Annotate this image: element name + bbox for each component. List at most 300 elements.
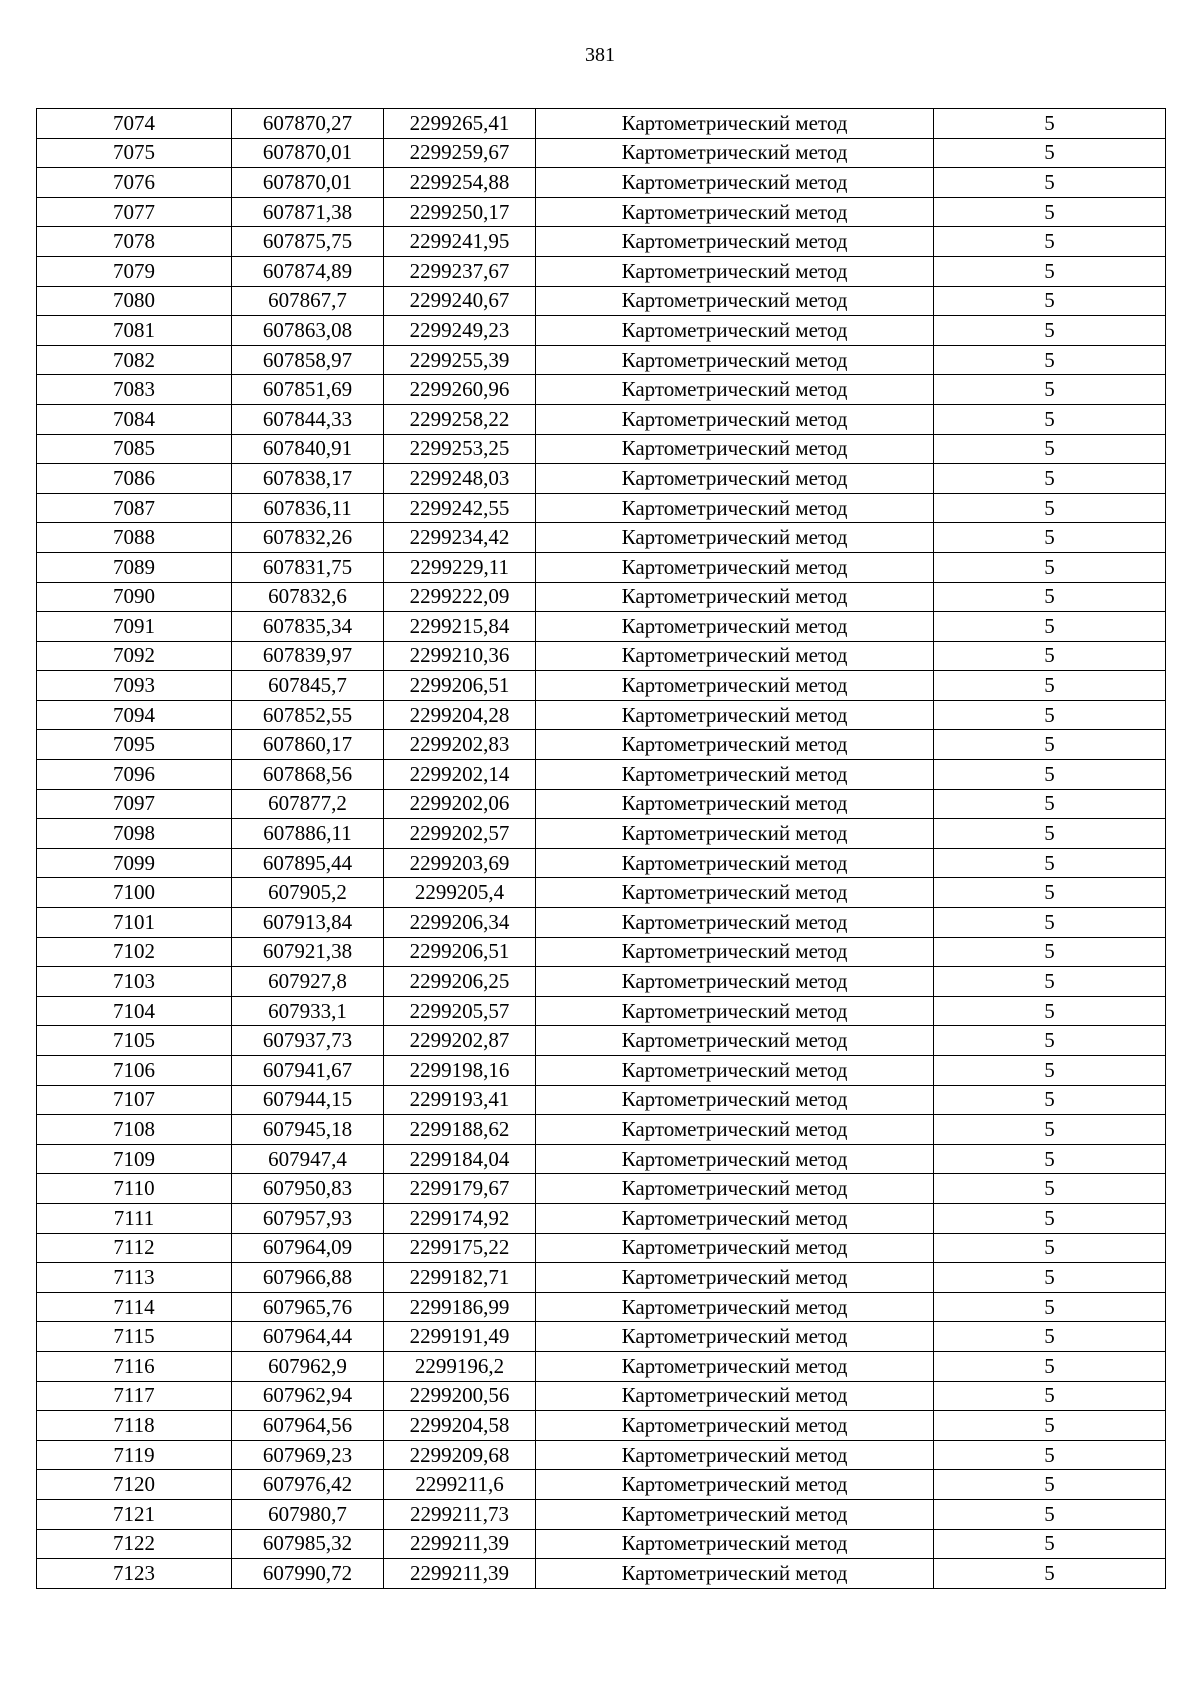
method-cell: Картометрический метод [536, 996, 934, 1026]
y-coordinate-cell: 2299200,56 [384, 1381, 536, 1411]
table-row [37, 1203, 1166, 1233]
method-cell: Картометрический метод [536, 789, 934, 819]
method-cell: Картометрический метод [536, 1440, 934, 1470]
method-cell: Картометрический метод [536, 404, 934, 434]
accuracy-cell: 5 [934, 168, 1166, 198]
x-coordinate-cell: 607871,38 [232, 197, 384, 227]
point-number-cell: 7091 [37, 612, 232, 642]
x-coordinate-cell: 607962,9 [232, 1351, 384, 1381]
method-cell: Картометрический метод [536, 1056, 934, 1086]
point-number-cell: 7100 [37, 878, 232, 908]
table-row [37, 996, 1166, 1026]
y-coordinate-cell: 2299260,96 [384, 375, 536, 405]
table-row [37, 760, 1166, 790]
y-coordinate-cell: 2299175,22 [384, 1233, 536, 1263]
x-coordinate-cell: 607835,34 [232, 612, 384, 642]
point-number-cell: 7076 [37, 168, 232, 198]
point-number-cell: 7109 [37, 1144, 232, 1174]
coordinates-table [36, 108, 1166, 1589]
y-coordinate-cell: 2299206,51 [384, 937, 536, 967]
accuracy-cell: 5 [934, 286, 1166, 316]
y-coordinate-cell: 2299253,25 [384, 434, 536, 464]
x-coordinate-cell: 607895,44 [232, 848, 384, 878]
y-coordinate-cell: 2299211,39 [384, 1529, 536, 1559]
y-coordinate-cell: 2299254,88 [384, 168, 536, 198]
method-cell: Картометрический метод [536, 1174, 934, 1204]
y-coordinate-cell: 2299203,69 [384, 848, 536, 878]
y-coordinate-cell: 2299193,41 [384, 1085, 536, 1115]
method-cell: Картометрический метод [536, 345, 934, 375]
point-number-cell: 7084 [37, 404, 232, 434]
method-cell: Картометрический метод [536, 1144, 934, 1174]
point-number-cell: 7086 [37, 464, 232, 494]
table-row [37, 168, 1166, 198]
y-coordinate-cell: 2299182,71 [384, 1263, 536, 1293]
y-coordinate-cell: 2299215,84 [384, 612, 536, 642]
x-coordinate-cell: 607839,97 [232, 641, 384, 671]
x-coordinate-cell: 607886,11 [232, 819, 384, 849]
y-coordinate-cell: 2299205,57 [384, 996, 536, 1026]
point-number-cell: 7116 [37, 1351, 232, 1381]
x-coordinate-cell: 607937,73 [232, 1026, 384, 1056]
point-number-cell: 7082 [37, 345, 232, 375]
point-number-cell: 7110 [37, 1174, 232, 1204]
method-cell: Картометрический метод [536, 464, 934, 494]
point-number-cell: 7089 [37, 552, 232, 582]
method-cell: Картометрический метод [536, 641, 934, 671]
accuracy-cell: 5 [934, 700, 1166, 730]
accuracy-cell: 5 [934, 1381, 1166, 1411]
x-coordinate-cell: 607875,75 [232, 227, 384, 257]
point-number-cell: 7103 [37, 967, 232, 997]
method-cell: Картометрический метод [536, 1559, 934, 1589]
x-coordinate-cell: 607838,17 [232, 464, 384, 494]
table-row [37, 1529, 1166, 1559]
y-coordinate-cell: 2299204,28 [384, 700, 536, 730]
accuracy-cell: 5 [934, 1470, 1166, 1500]
accuracy-cell: 5 [934, 1233, 1166, 1263]
accuracy-cell: 5 [934, 1292, 1166, 1322]
x-coordinate-cell: 607870,01 [232, 168, 384, 198]
y-coordinate-cell: 2299211,6 [384, 1470, 536, 1500]
point-number-cell: 7123 [37, 1559, 232, 1589]
method-cell: Картометрический метод [536, 1529, 934, 1559]
point-number-cell: 7101 [37, 908, 232, 938]
x-coordinate-cell: 607858,97 [232, 345, 384, 375]
y-coordinate-cell: 2299222,09 [384, 582, 536, 612]
x-coordinate-cell: 607964,09 [232, 1233, 384, 1263]
point-number-cell: 7077 [37, 197, 232, 227]
point-number-cell: 7087 [37, 493, 232, 523]
table-row [37, 552, 1166, 582]
method-cell: Картометрический метод [536, 316, 934, 346]
table-row [37, 1381, 1166, 1411]
accuracy-cell: 5 [934, 819, 1166, 849]
accuracy-cell: 5 [934, 641, 1166, 671]
x-coordinate-cell: 607905,2 [232, 878, 384, 908]
point-number-cell: 7117 [37, 1381, 232, 1411]
table-row [37, 878, 1166, 908]
x-coordinate-cell: 607927,8 [232, 967, 384, 997]
method-cell: Картометрический метод [536, 375, 934, 405]
point-number-cell: 7095 [37, 730, 232, 760]
table-row [37, 1411, 1166, 1441]
accuracy-cell: 5 [934, 1322, 1166, 1352]
accuracy-cell: 5 [934, 552, 1166, 582]
y-coordinate-cell: 2299210,36 [384, 641, 536, 671]
y-coordinate-cell: 2299237,67 [384, 256, 536, 286]
x-coordinate-cell: 607863,08 [232, 316, 384, 346]
table-row [37, 138, 1166, 168]
accuracy-cell: 5 [934, 345, 1166, 375]
method-cell: Картометрический метод [536, 286, 934, 316]
method-cell: Картометрический метод [536, 1470, 934, 1500]
table-row [37, 256, 1166, 286]
method-cell: Картометрический метод [536, 671, 934, 701]
accuracy-cell: 5 [934, 493, 1166, 523]
point-number-cell: 7085 [37, 434, 232, 464]
accuracy-cell: 5 [934, 1174, 1166, 1204]
table-row [37, 671, 1166, 701]
method-cell: Картометрический метод [536, 1203, 934, 1233]
table-row [37, 464, 1166, 494]
accuracy-cell: 5 [934, 1351, 1166, 1381]
accuracy-cell: 5 [934, 1499, 1166, 1529]
point-number-cell: 7112 [37, 1233, 232, 1263]
y-coordinate-cell: 2299241,95 [384, 227, 536, 257]
point-number-cell: 7094 [37, 700, 232, 730]
point-number-cell: 7121 [37, 1499, 232, 1529]
accuracy-cell: 5 [934, 256, 1166, 286]
x-coordinate-cell: 607941,67 [232, 1056, 384, 1086]
table-row [37, 789, 1166, 819]
table-row [37, 967, 1166, 997]
accuracy-cell: 5 [934, 316, 1166, 346]
method-cell: Картометрический метод [536, 1322, 934, 1352]
accuracy-cell: 5 [934, 1203, 1166, 1233]
y-coordinate-cell: 2299265,41 [384, 109, 536, 139]
accuracy-cell: 5 [934, 1529, 1166, 1559]
y-coordinate-cell: 2299206,34 [384, 908, 536, 938]
method-cell: Картометрический метод [536, 967, 934, 997]
y-coordinate-cell: 2299259,67 [384, 138, 536, 168]
y-coordinate-cell: 2299191,49 [384, 1322, 536, 1352]
table-row [37, 1085, 1166, 1115]
y-coordinate-cell: 2299211,39 [384, 1559, 536, 1589]
method-cell: Картометрический метод [536, 227, 934, 257]
accuracy-cell: 5 [934, 138, 1166, 168]
y-coordinate-cell: 2299206,25 [384, 967, 536, 997]
x-coordinate-cell: 607964,44 [232, 1322, 384, 1352]
accuracy-cell: 5 [934, 1056, 1166, 1086]
point-number-cell: 7106 [37, 1056, 232, 1086]
method-cell: Картометрический метод [536, 878, 934, 908]
y-coordinate-cell: 2299184,04 [384, 1144, 536, 1174]
accuracy-cell: 5 [934, 1115, 1166, 1145]
point-number-cell: 7093 [37, 671, 232, 701]
table-row [37, 1026, 1166, 1056]
point-number-cell: 7092 [37, 641, 232, 671]
accuracy-cell: 5 [934, 1440, 1166, 1470]
table-row [37, 286, 1166, 316]
method-cell: Картометрический метод [536, 582, 934, 612]
method-cell: Картометрический метод [536, 1411, 934, 1441]
point-number-cell: 7078 [37, 227, 232, 257]
y-coordinate-cell: 2299249,23 [384, 316, 536, 346]
x-coordinate-cell: 607831,75 [232, 552, 384, 582]
accuracy-cell: 5 [934, 760, 1166, 790]
accuracy-cell: 5 [934, 227, 1166, 257]
method-cell: Картометрический метод [536, 1351, 934, 1381]
y-coordinate-cell: 2299248,03 [384, 464, 536, 494]
accuracy-cell: 5 [934, 878, 1166, 908]
y-coordinate-cell: 2299202,06 [384, 789, 536, 819]
x-coordinate-cell: 607832,26 [232, 523, 384, 553]
x-coordinate-cell: 607870,27 [232, 109, 384, 139]
point-number-cell: 7118 [37, 1411, 232, 1441]
method-cell: Картометрический метод [536, 848, 934, 878]
y-coordinate-cell: 2299205,4 [384, 878, 536, 908]
x-coordinate-cell: 607985,32 [232, 1529, 384, 1559]
table-row [37, 197, 1166, 227]
y-coordinate-cell: 2299202,57 [384, 819, 536, 849]
table-row [37, 1322, 1166, 1352]
x-coordinate-cell: 607976,42 [232, 1470, 384, 1500]
accuracy-cell: 5 [934, 1263, 1166, 1293]
table-row [37, 404, 1166, 434]
y-coordinate-cell: 2299209,68 [384, 1440, 536, 1470]
x-coordinate-cell: 607860,17 [232, 730, 384, 760]
point-number-cell: 7107 [37, 1085, 232, 1115]
accuracy-cell: 5 [934, 967, 1166, 997]
accuracy-cell: 5 [934, 789, 1166, 819]
y-coordinate-cell: 2299240,67 [384, 286, 536, 316]
accuracy-cell: 5 [934, 375, 1166, 405]
table-row [37, 227, 1166, 257]
table-row [37, 1292, 1166, 1322]
x-coordinate-cell: 607964,56 [232, 1411, 384, 1441]
point-number-cell: 7074 [37, 109, 232, 139]
method-cell: Картометрический метод [536, 1233, 934, 1263]
table-row [37, 1499, 1166, 1529]
accuracy-cell: 5 [934, 1411, 1166, 1441]
method-cell: Картометрический метод [536, 434, 934, 464]
table-row [37, 1351, 1166, 1381]
x-coordinate-cell: 607851,69 [232, 375, 384, 405]
table-row [37, 1559, 1166, 1589]
accuracy-cell: 5 [934, 1559, 1166, 1589]
y-coordinate-cell: 2299229,11 [384, 552, 536, 582]
method-cell: Картометрический метод [536, 1026, 934, 1056]
x-coordinate-cell: 607957,93 [232, 1203, 384, 1233]
method-cell: Картометрический метод [536, 1292, 934, 1322]
point-number-cell: 7096 [37, 760, 232, 790]
point-number-cell: 7122 [37, 1529, 232, 1559]
method-cell: Картометрический метод [536, 493, 934, 523]
point-number-cell: 7119 [37, 1440, 232, 1470]
x-coordinate-cell: 607947,4 [232, 1144, 384, 1174]
accuracy-cell: 5 [934, 1144, 1166, 1174]
method-cell: Картометрический метод [536, 760, 934, 790]
point-number-cell: 7102 [37, 937, 232, 967]
x-coordinate-cell: 607868,56 [232, 760, 384, 790]
x-coordinate-cell: 607933,1 [232, 996, 384, 1026]
table-row [37, 848, 1166, 878]
y-coordinate-cell: 2299211,73 [384, 1499, 536, 1529]
x-coordinate-cell: 607836,11 [232, 493, 384, 523]
x-coordinate-cell: 607840,91 [232, 434, 384, 464]
x-coordinate-cell: 607969,23 [232, 1440, 384, 1470]
table-row [37, 641, 1166, 671]
y-coordinate-cell: 2299198,16 [384, 1056, 536, 1086]
table-row [37, 1144, 1166, 1174]
y-coordinate-cell: 2299255,39 [384, 345, 536, 375]
accuracy-cell: 5 [934, 582, 1166, 612]
point-number-cell: 7079 [37, 256, 232, 286]
accuracy-cell: 5 [934, 109, 1166, 139]
method-cell: Картометрический метод [536, 523, 934, 553]
point-number-cell: 7075 [37, 138, 232, 168]
point-number-cell: 7097 [37, 789, 232, 819]
x-coordinate-cell: 607921,38 [232, 937, 384, 967]
point-number-cell: 7113 [37, 1263, 232, 1293]
method-cell: Картометрический метод [536, 109, 934, 139]
x-coordinate-cell: 607944,15 [232, 1085, 384, 1115]
method-cell: Картометрический метод [536, 256, 934, 286]
accuracy-cell: 5 [934, 523, 1166, 553]
y-coordinate-cell: 2299196,2 [384, 1351, 536, 1381]
y-coordinate-cell: 2299202,87 [384, 1026, 536, 1056]
table-row [37, 1233, 1166, 1263]
y-coordinate-cell: 2299242,55 [384, 493, 536, 523]
y-coordinate-cell: 2299202,14 [384, 760, 536, 790]
x-coordinate-cell: 607980,7 [232, 1499, 384, 1529]
accuracy-cell: 5 [934, 464, 1166, 494]
table-row [37, 582, 1166, 612]
point-number-cell: 7088 [37, 523, 232, 553]
point-number-cell: 7108 [37, 1115, 232, 1145]
y-coordinate-cell: 2299188,62 [384, 1115, 536, 1145]
y-coordinate-cell: 2299234,42 [384, 523, 536, 553]
table-row [37, 908, 1166, 938]
point-number-cell: 7083 [37, 375, 232, 405]
y-coordinate-cell: 2299206,51 [384, 671, 536, 701]
accuracy-cell: 5 [934, 730, 1166, 760]
y-coordinate-cell: 2299174,92 [384, 1203, 536, 1233]
point-number-cell: 7104 [37, 996, 232, 1026]
point-number-cell: 7115 [37, 1322, 232, 1352]
table-row [37, 700, 1166, 730]
table-row [37, 434, 1166, 464]
x-coordinate-cell: 607945,18 [232, 1115, 384, 1145]
point-number-cell: 7081 [37, 316, 232, 346]
accuracy-cell: 5 [934, 1026, 1166, 1056]
method-cell: Картометрический метод [536, 168, 934, 198]
accuracy-cell: 5 [934, 848, 1166, 878]
x-coordinate-cell: 607877,2 [232, 789, 384, 819]
table-row [37, 345, 1166, 375]
page-number: 381 [585, 44, 615, 66]
x-coordinate-cell: 607867,7 [232, 286, 384, 316]
method-cell: Картометрический метод [536, 700, 934, 730]
accuracy-cell: 5 [934, 434, 1166, 464]
table-row [37, 819, 1166, 849]
method-cell: Картометрический метод [536, 1499, 934, 1529]
method-cell: Картометрический метод [536, 612, 934, 642]
y-coordinate-cell: 2299250,17 [384, 197, 536, 227]
point-number-cell: 7098 [37, 819, 232, 849]
x-coordinate-cell: 607832,6 [232, 582, 384, 612]
method-cell: Картометрический метод [536, 819, 934, 849]
point-number-cell: 7111 [37, 1203, 232, 1233]
method-cell: Картометрический метод [536, 1381, 934, 1411]
table-row [37, 937, 1166, 967]
point-number-cell: 7080 [37, 286, 232, 316]
table-row [37, 730, 1166, 760]
table-row [37, 493, 1166, 523]
y-coordinate-cell: 2299202,83 [384, 730, 536, 760]
accuracy-cell: 5 [934, 671, 1166, 701]
accuracy-cell: 5 [934, 937, 1166, 967]
table-row [37, 612, 1166, 642]
table-row [37, 1470, 1166, 1500]
x-coordinate-cell: 607965,76 [232, 1292, 384, 1322]
accuracy-cell: 5 [934, 1085, 1166, 1115]
table-row [37, 375, 1166, 405]
x-coordinate-cell: 607844,33 [232, 404, 384, 434]
x-coordinate-cell: 607990,72 [232, 1559, 384, 1589]
table-row [37, 523, 1166, 553]
table-row [37, 109, 1166, 139]
x-coordinate-cell: 607950,83 [232, 1174, 384, 1204]
table-row [37, 1174, 1166, 1204]
coordinates-table-body [37, 109, 1166, 1589]
method-cell: Картометрический метод [536, 1085, 934, 1115]
table-row [37, 1440, 1166, 1470]
table-row [37, 1115, 1166, 1145]
table-row [37, 1056, 1166, 1086]
method-cell: Картометрический метод [536, 1115, 934, 1145]
table-row [37, 1263, 1166, 1293]
y-coordinate-cell: 2299179,67 [384, 1174, 536, 1204]
accuracy-cell: 5 [934, 197, 1166, 227]
method-cell: Картометрический метод [536, 908, 934, 938]
y-coordinate-cell: 2299258,22 [384, 404, 536, 434]
point-number-cell: 7114 [37, 1292, 232, 1322]
x-coordinate-cell: 607870,01 [232, 138, 384, 168]
x-coordinate-cell: 607874,89 [232, 256, 384, 286]
x-coordinate-cell: 607852,55 [232, 700, 384, 730]
y-coordinate-cell: 2299204,58 [384, 1411, 536, 1441]
method-cell: Картометрический метод [536, 937, 934, 967]
point-number-cell: 7120 [37, 1470, 232, 1500]
method-cell: Картометрический метод [536, 730, 934, 760]
x-coordinate-cell: 607966,88 [232, 1263, 384, 1293]
method-cell: Картометрический метод [536, 1263, 934, 1293]
point-number-cell: 7090 [37, 582, 232, 612]
accuracy-cell: 5 [934, 404, 1166, 434]
accuracy-cell: 5 [934, 612, 1166, 642]
method-cell: Картометрический метод [536, 197, 934, 227]
method-cell: Картометрический метод [536, 552, 934, 582]
table-row [37, 316, 1166, 346]
point-number-cell: 7105 [37, 1026, 232, 1056]
method-cell: Картометрический метод [536, 138, 934, 168]
x-coordinate-cell: 607962,94 [232, 1381, 384, 1411]
accuracy-cell: 5 [934, 908, 1166, 938]
accuracy-cell: 5 [934, 996, 1166, 1026]
x-coordinate-cell: 607845,7 [232, 671, 384, 701]
